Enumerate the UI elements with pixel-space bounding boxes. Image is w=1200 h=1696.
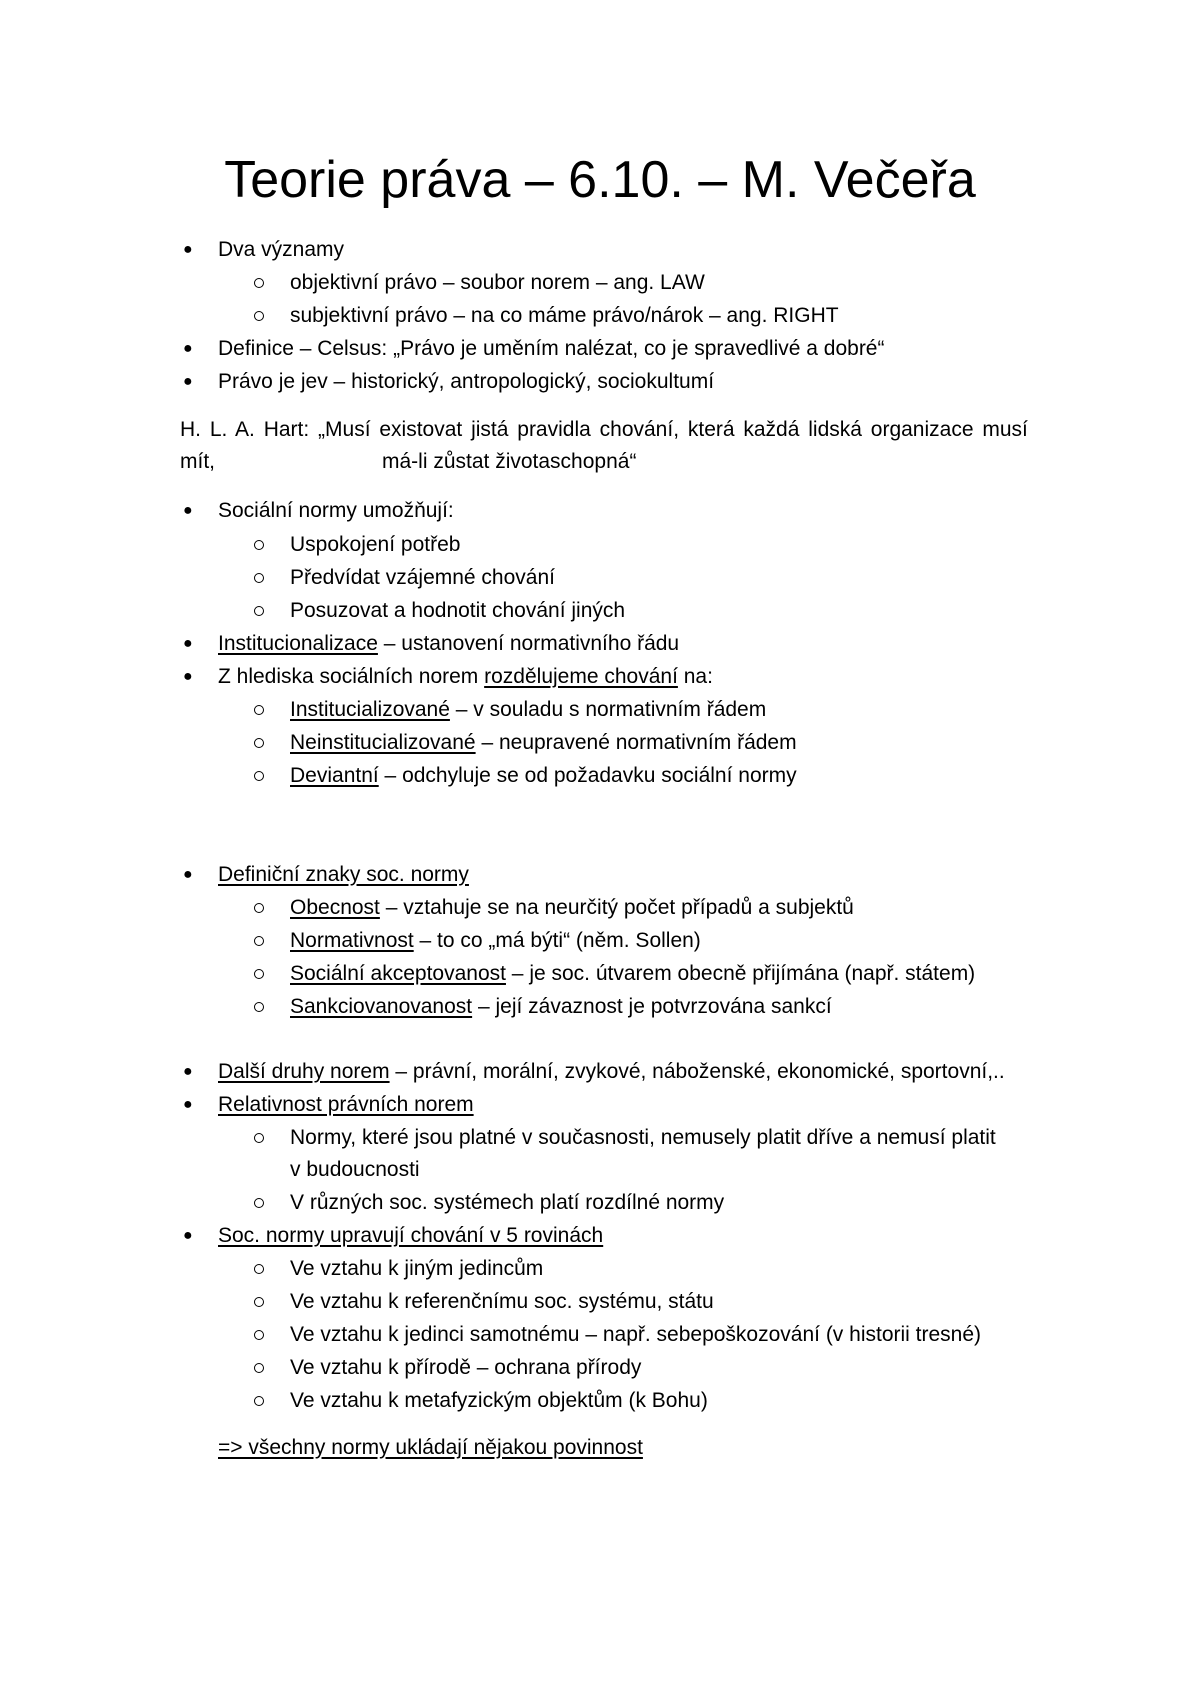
- circle-bullet-icon: [254, 1133, 264, 1143]
- circle-bullet-icon: [254, 1330, 264, 1340]
- document-title: Teorie práva – 6.10. – M. Večeřa: [224, 151, 976, 209]
- bullet-icon: ●: [183, 373, 193, 390]
- list-item: Sociální normy umožňují:: [218, 499, 454, 522]
- list-item: [290, 925, 701, 957]
- underlined-term: Soc. normy upravují chování v 5 rovinách: [218, 1224, 604, 1247]
- item-text: – odchyluje se od požadavku sociální normy: [378, 764, 797, 787]
- underlined-term: Obecnost: [290, 896, 380, 919]
- quote-paragraph: H. L. A. Hart: „Musí existovat jistá pravidla chování, která každá lidská organizace musí: [180, 418, 1028, 441]
- list-item: Normy, které jsou platné v současnosti, nemusely platit dříve a nemusí platit: [290, 1126, 996, 1149]
- bullet-icon: ●: [183, 502, 193, 519]
- list-item: Posuzovat a hodnotit chování jiných: [290, 599, 626, 622]
- circle-bullet-icon: [254, 1264, 264, 1274]
- list-item: [218, 661, 713, 693]
- list-item: Ve vztahu k přírodě – ochrana přírody: [290, 1356, 642, 1379]
- item-text: – neupravené normativním řádem: [475, 731, 797, 754]
- underlined-term: Relativnost právních norem: [218, 1093, 474, 1116]
- underlined-term: Další druhy norem: [218, 1060, 390, 1083]
- underlined-term: Institucionalizace: [218, 632, 378, 655]
- list-item: [218, 628, 679, 660]
- list-item: [290, 958, 975, 990]
- circle-bullet-icon: [254, 278, 264, 288]
- list-item: Ve vztahu k jiným jedincům: [290, 1257, 544, 1280]
- bullet-icon: ●: [183, 1227, 193, 1244]
- quote-paragraph: mít,: [180, 450, 215, 473]
- underlined-term: Normativnost: [290, 929, 414, 952]
- bullet-icon: ●: [183, 1063, 193, 1080]
- circle-bullet-icon: [254, 936, 264, 946]
- circle-bullet-icon: [254, 540, 264, 550]
- circle-bullet-icon: [254, 573, 264, 583]
- underlined-term: Institucializované: [290, 698, 450, 721]
- list-item: [290, 694, 766, 726]
- bullet-icon: ●: [183, 668, 193, 685]
- item-text: – vztahuje se na neurčitý počet případů a subjektů: [379, 896, 854, 919]
- list-item: Právo je jev – historický, antropologický, sociokultumí: [218, 370, 715, 393]
- item-text: – její závaznost je potvrzována sankcí: [472, 995, 832, 1018]
- list-item: subjektivní právo – na co máme právo/nárok – ang. RIGHT: [290, 304, 839, 327]
- quote-paragraph: má-li zůstat životaschopná“: [382, 450, 637, 473]
- list-item: [290, 760, 797, 792]
- list-item: objektivní právo – soubor norem – ang. LAW: [290, 271, 705, 294]
- list-item: Ve vztahu k referenčnímu soc. systému, státu: [290, 1290, 714, 1313]
- circle-bullet-icon: [254, 1198, 264, 1208]
- bullet-icon: ●: [183, 340, 193, 357]
- list-item: v budoucnosti: [290, 1158, 420, 1181]
- list-item: Dva významy: [218, 238, 345, 261]
- underlined-term: Sankciovanovanost: [290, 995, 473, 1018]
- list-item: V různých soc. systémech platí rozdílné normy: [290, 1191, 725, 1214]
- circle-bullet-icon: [254, 903, 264, 913]
- item-text: – v souladu s normativním řádem: [449, 698, 767, 721]
- list-item: [218, 1056, 1005, 1088]
- list-item: [290, 892, 854, 924]
- item-text: – to co „má býti“ (něm. Sollen): [413, 929, 701, 952]
- item-text: – právní, morální, zvykové, náboženské, ekonomické, sportovní,..: [389, 1060, 1005, 1083]
- list-item: [218, 859, 469, 891]
- bullet-icon: ●: [183, 866, 193, 883]
- underlined-term: Neinstitucializované: [290, 731, 476, 754]
- list-item: [218, 1220, 603, 1252]
- conclusion-text: => všechny normy ukládají nějakou povinnost: [218, 1436, 643, 1459]
- underlined-term: Definiční znaky soc. normy: [218, 863, 469, 886]
- bullet-icon: ●: [183, 635, 193, 652]
- circle-bullet-icon: [254, 1297, 264, 1307]
- circle-bullet-icon: [254, 311, 264, 321]
- item-text: Z hlediska sociálních norem: [218, 665, 485, 688]
- item-text: na:: [677, 665, 713, 688]
- list-item: Definice – Celsus: „Právo je uměním nalézat, co je spravedlivé a dobré“: [218, 337, 885, 360]
- circle-bullet-icon: [254, 738, 264, 748]
- list-item: Předvídat vzájemné chování: [290, 566, 555, 589]
- circle-bullet-icon: [254, 606, 264, 616]
- list-item: Ve vztahu k metafyzickým objektům (k Bohu): [290, 1389, 708, 1412]
- list-item: [290, 991, 832, 1023]
- list-item: Ve vztahu k jedinci samotnému – např. sebepoškozování (v historii tresné): [290, 1323, 982, 1346]
- circle-bullet-icon: [254, 1002, 264, 1012]
- bullet-icon: ●: [183, 241, 193, 258]
- list-item: Uspokojení potřeb: [290, 533, 461, 556]
- item-text: – ustanovení normativního řádu: [377, 632, 680, 655]
- circle-bullet-icon: [254, 1396, 264, 1406]
- circle-bullet-icon: [254, 969, 264, 979]
- circle-bullet-icon: [254, 705, 264, 715]
- list-item: [218, 1089, 474, 1121]
- circle-bullet-icon: [254, 1363, 264, 1373]
- item-text: – je soc. útvarem obecně přijímána (např. státem): [505, 962, 976, 985]
- list-item: [290, 727, 797, 759]
- underlined-term: rozdělujeme chování: [484, 665, 678, 688]
- underlined-term: Deviantní: [290, 764, 379, 787]
- bullet-icon: ●: [183, 1096, 193, 1113]
- circle-bullet-icon: [254, 771, 264, 781]
- underlined-term: Sociální akceptovanost: [290, 962, 506, 985]
